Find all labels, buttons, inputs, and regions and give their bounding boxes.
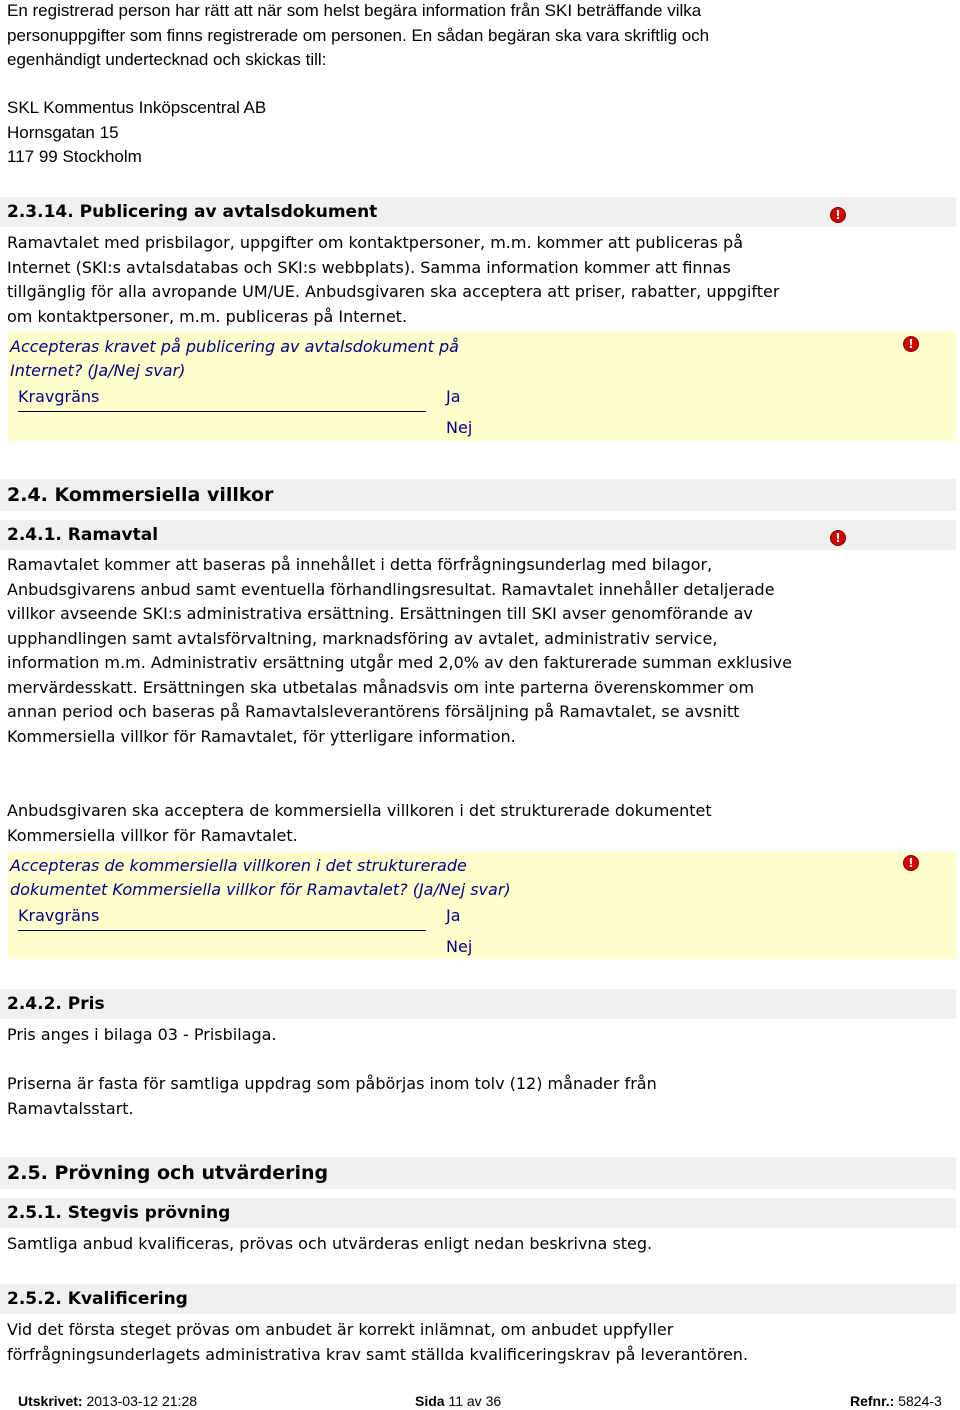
answer-option-yes[interactable]: Ja	[446, 906, 461, 925]
address-line-3: 117 99 Stockholm	[7, 147, 142, 166]
footer-page-value: 11 av 36	[448, 1393, 502, 1409]
footer-ref-label: Refnr.:	[850, 1393, 895, 1409]
section-heading-2-4-1: 2.4.1. Ramavtal	[7, 525, 159, 545]
answer-option-yes[interactable]: Ja	[446, 387, 461, 406]
footer-page-label: Sida	[415, 1393, 445, 1409]
warning-icon: !	[830, 530, 846, 546]
section-body-2-4-1-b: Anbudsgivaren ska acceptera de kommersiella villkoren i det strukturerade dokumentet Kommersiella villkor för Ramavtalet.	[7, 801, 712, 845]
answer-option-no[interactable]: Nej	[446, 937, 473, 956]
section-header-bar	[0, 989, 956, 1019]
section-body-2-4-1: Ramavtalet kommer att baseras på innehållet i detta förfrågningsunderlag med bilagor, Anbudsgivarens anbud samt eventuella förhandlingsresultat. Ramavtalet innehåller detaljerade villkor avseende SKI:s administrativa ersättning. Ersättningen till SKI avser genomförande av upphandlingen samt avtalsförvaltning, marknadsföring av avtalet, administrativ service, information m.m. Administrativ ersättning utgår med 2,0% av den fakturerade summan exklusive mervärdesskatt. Ersättningen ska utbetalas månadsvis om inte parterna överenskommer om annan period och baseras på Ramavtalsleverantörens försäljning på Ramavtalet, se avsnitt Kommersiella villkor för Ramavtalet, för ytterligare information.	[7, 555, 792, 746]
section-body-2-4-2-b: Priserna är fasta för samtliga uppdrag som påbörjas inom tolv (12) månader från Ramavtalsstart.	[7, 1074, 657, 1118]
footer-ref-value: 5824-3	[898, 1393, 942, 1409]
section-heading-2-4: 2.4. Kommersiella villkor	[7, 484, 274, 506]
question-text: Accepteras de kommersiella villkoren i det strukturerade dokumentet Kommersiella villkor för Ramavtalet? (Ja/Nej svar)	[10, 856, 511, 899]
section-heading-2-5-1: 2.5.1. Stegvis prövning	[7, 1203, 231, 1223]
section-heading-2-4-2: 2.4.2. Pris	[7, 994, 105, 1014]
section-body-2-5-1: Samtliga anbud kvalificeras, prövas och utvärderas enligt nedan beskrivna steg.	[7, 1234, 653, 1253]
section-heading-2-5: 2.5. Prövning och utvärdering	[7, 1162, 329, 1184]
footer-page	[415, 1392, 501, 1410]
intro-text: En registrerad person har rätt att när som helst begära information från SKI beträffande vilka personuppgifter som finns registrerade om personen. En sådan begäran ska vara skriftlig och egenhändigt undertecknad och skickas till:	[7, 1, 710, 69]
section-heading-2-3-14: 2.3.14. Publicering av avtalsdokument	[7, 202, 378, 222]
kravgrans-underline	[18, 930, 426, 931]
answer-option-no[interactable]: Nej	[446, 418, 473, 437]
section-body-2-3-14: Ramavtalet med prisbilagor, uppgifter om kontaktpersoner, m.m. kommer att publiceras på Internet (SKI:s avtalsdatabas och SKI:s webbplats). Samma information kommer att finnas tillgänglig för alla avropande UM/UE. Anbudsgivaren ska acceptera att priser, rabatter, uppgifter om kontaktpersoner, m.m. publiceras på Internet.	[7, 233, 780, 326]
section-heading-2-5-2: 2.5.2. Kvalificering	[7, 1289, 188, 1309]
warning-icon: !	[903, 336, 919, 352]
section-body-2-4-2-a: Pris anges i bilaga 03 - Prisbilaga.	[7, 1025, 277, 1044]
kravgrans-underline	[18, 411, 426, 412]
section-body-2-5-2: Vid det första steget prövas om anbudet är korrekt inlämnat, om anbudet uppfyller förfrågningsunderlagets administrativa krav samt ställda kvalificeringskrav på leverantören.	[7, 1320, 749, 1364]
kravgrans-label: Kravgräns	[18, 387, 100, 406]
kravgrans-label: Kravgräns	[18, 906, 100, 925]
footer-printed-value: 2013-03-12 21:28	[86, 1393, 198, 1409]
address-line-1: SKL Kommentus Inköpscentral AB	[7, 98, 267, 117]
question-text: Accepteras kravet på publicering av avtalsdokument på Internet? (Ja/Nej svar)	[10, 337, 459, 380]
footer-printed-label: Utskrivet:	[18, 1393, 83, 1409]
footer-printed	[18, 1392, 197, 1410]
warning-icon: !	[903, 855, 919, 871]
address-line-2: Hornsgatan 15	[7, 123, 119, 142]
warning-icon: !	[830, 207, 846, 223]
footer-ref	[850, 1392, 942, 1410]
